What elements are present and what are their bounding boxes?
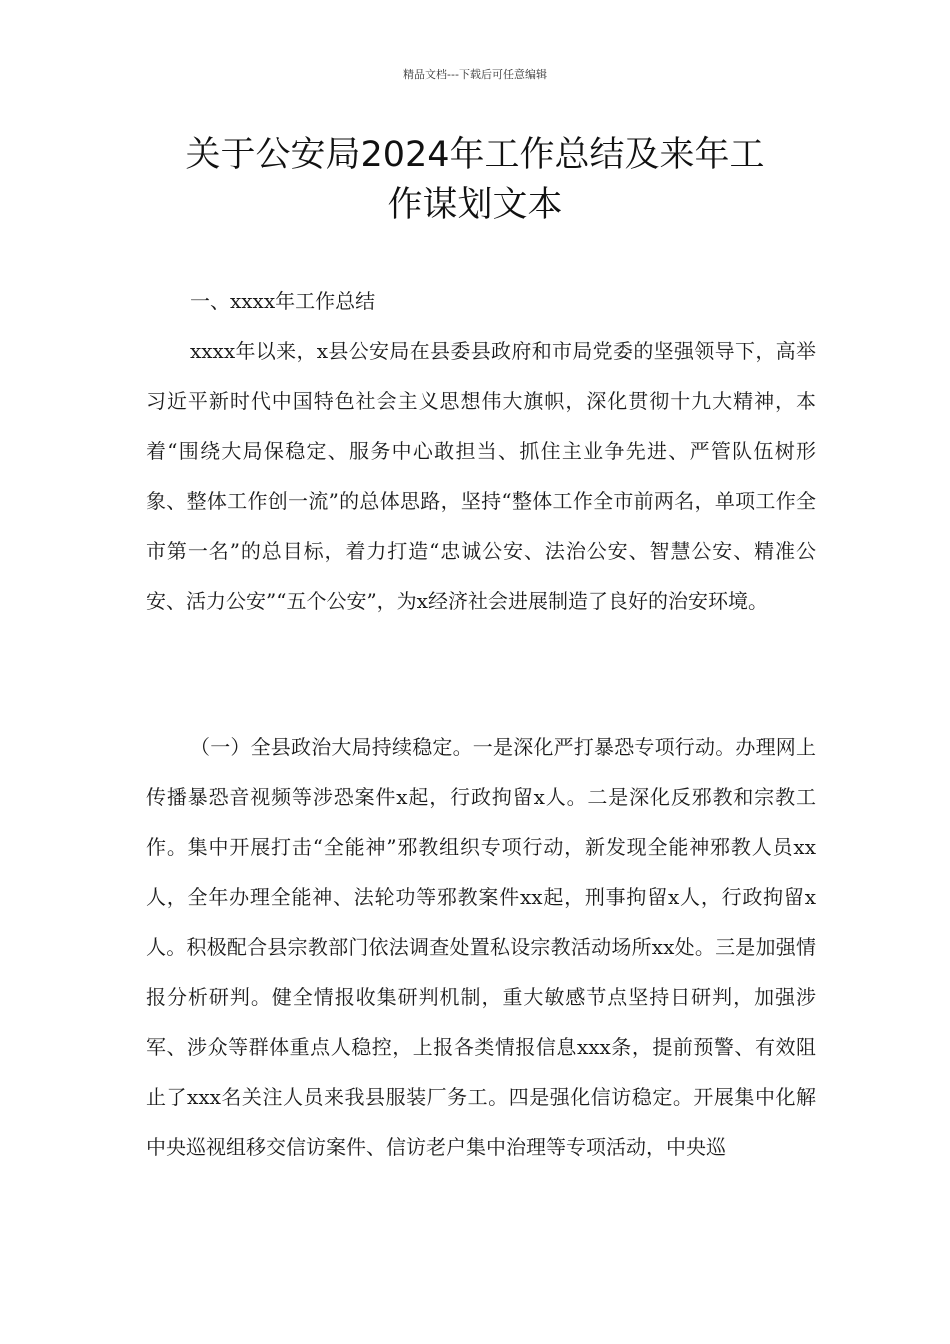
document-title bbox=[150, 130, 800, 230]
title-line-1: 关于公安局2024年工作总结及来年工 bbox=[185, 135, 765, 175]
paragraph-1: xxxx年以来，x县公安局在县委县政府和市局党委的坚强领导下，高举习近平新时代中国特色社会主义思想伟大旗帜，深化贯彻十九大精神，本着“围绕大局保稳定、服务中心敢担当、抓住主业争先进、严管队伍树形象、整体工作创一流”的总体思路，坚持“整体工作全市前两名，单项工作全市第一名”的总目标，着力打造“忠诚公安、法治公安、智慧公安、精准公安、活力公安”“五个公安”，为x经济社会进展制造了良好的治安环境。 bbox=[146, 339, 816, 613]
paragraph-2: （一）全县政治大局持续稳定。一是深化严打暴恐专项行动。办理网上传播暴恐音视频等涉恐案件x起，行政拘留x人。二是深化反邪教和宗教工作。集中开展打击“全能神”邪教组织专项行动，新发现全能神邪教人员xx人，全年办理全能神、法轮功等邪教案件xx起，刑事拘留x人，行政拘留x人。积极配合县宗教部门依法调查处置私设宗教活动场所xx处。三是加强情报分析研判。健全情报收集研判机制，重大敏感节点坚持日研判，加强涉军、涉众等群体重点人稳控，上报各类情报信息xxx条，提前预警、有效阻止了xxx名关注人员来我县服装厂务工。四是强化信访稳定。开展集中化解中央巡视组移交信访案件、信访老户集中治理等专项活动，中央巡 bbox=[146, 735, 816, 1159]
title-line-2: 作谋划文本 bbox=[387, 185, 563, 225]
header-note: 精品文档---下载后可任意编辑 bbox=[403, 68, 547, 81]
section-heading: 一、xxxx年工作总结 bbox=[190, 289, 376, 313]
